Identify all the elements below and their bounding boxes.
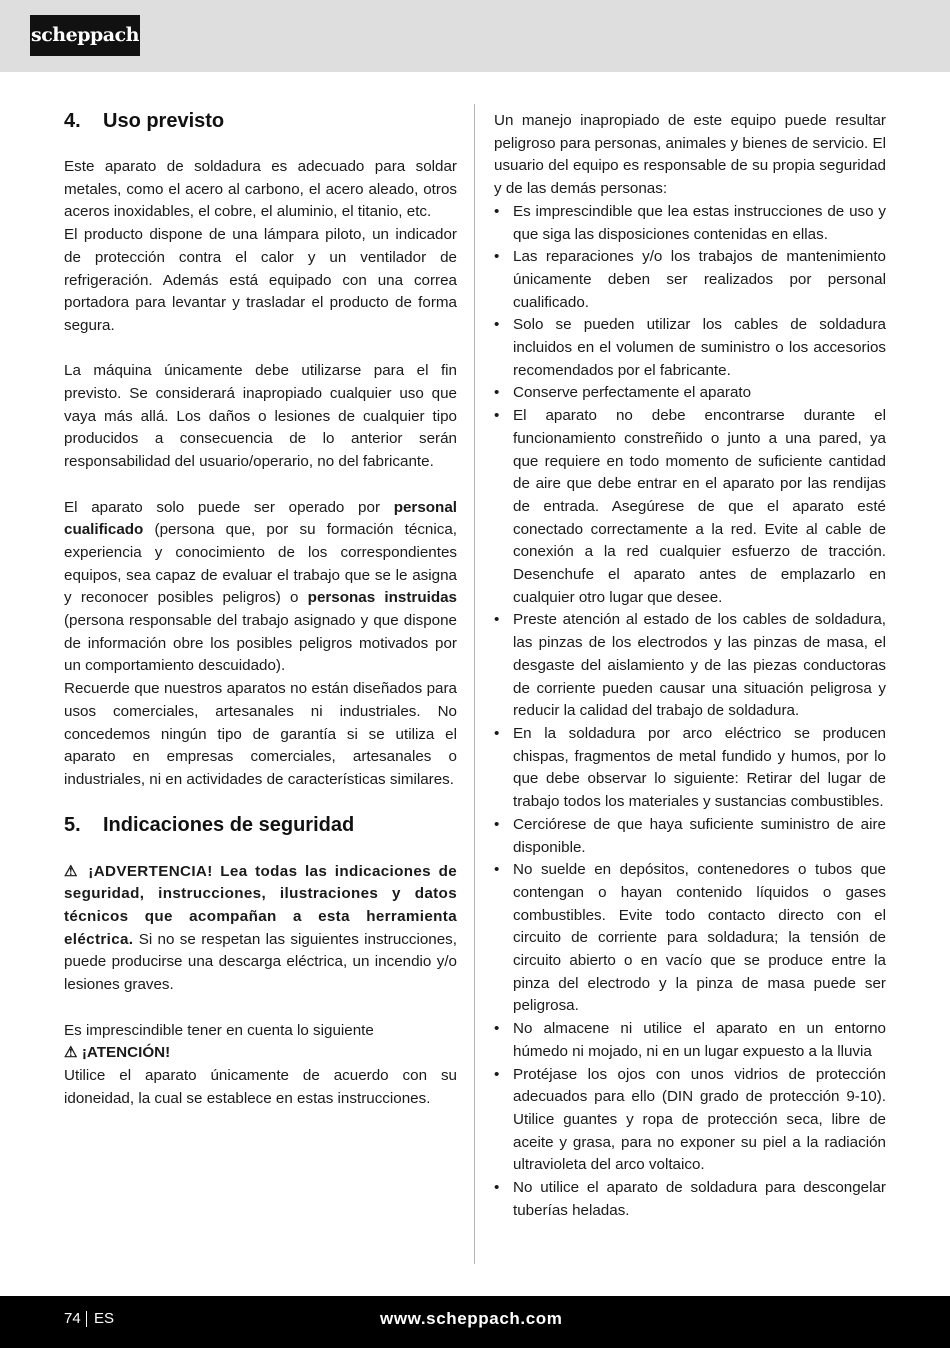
- list-item: • Preste atención al estado de los cables de soldadura, las pinzas de los electrodos y las pinzas de masa, el desgaste del aislamiento y de las piezas conductoras de corriente pueden causar una situación peligrosa y reducir la calidad del trabajo de soldadura.: [494, 609, 886, 723]
- bold-term: personal cualificado: [64, 498, 457, 539]
- warning-bold-text: ¡ADVERTENCIA! Lea todas las indicaciones de seguridad, instrucciones, ilustraciones y datos técnicos que acompañan a esta herramienta eléctrica.: [64, 862, 457, 948]
- list-item: • Solo se pueden utilizar los cables de soldadura incluidos en el volumen de suministro o los accesorios recomendados por el fabricante.: [494, 314, 886, 382]
- list-item: • Las reparaciones y/o los trabajos de mantenimiento únicamente deben ser realizados por personal cualificado.: [494, 246, 886, 314]
- paragraph: Recuerde que nuestros aparatos no están diseñados para usos comerciales, artesanales ni industriales. No concedemos ningún tipo de garantía si se utiliza el aparato en empresas comerciales, artesanales o industriales, ni en actividades de características similares.: [64, 680, 457, 788]
- list-item: • En la soldadura por arco eléctrico se producen chispas, fragmentos de metal fundido y humos, por lo que debe observar lo siguiente: Retirar del lugar de trabajo todos los materiales y sustancias combustibles.: [494, 723, 886, 814]
- attention-label: ¡ATENCIÓN!: [81, 1044, 171, 1062]
- section-heading-indicaciones-seguridad: [64, 812, 457, 838]
- footer-separator: [86, 1311, 87, 1327]
- section-heading-uso-previsto: [64, 108, 457, 134]
- section-number: 5.: [64, 813, 81, 836]
- paragraph: Este aparato de soldadura es adecuado para soldar metales, como el acero al carbono, el acero aleado, otros aceros inoxidables, el cobre, el aluminio, el titanio, etc.: [64, 158, 457, 221]
- warning-triangle-icon: ⚠: [64, 1044, 78, 1062]
- list-item: • Protéjase los ojos con unos vidrios de protección adecuados para ello (DIN grado de protección 9-10). Utilice guantes y ropa de protección seca, libre de aceite y grasa, para no exponer su piel a la radiación ultravioleta del arco voltaico.: [494, 1064, 886, 1178]
- text-run: (persona que, por su formación técnica, experiencia y conocimiento de los correspondientes equipos, sea capaz de evaluar el trabajo que se le asigna y reconocer posibles peligros) o: [64, 521, 457, 607]
- qualified-personnel-paragraph: [64, 497, 457, 679]
- list-item: • Es imprescindible que lea estas instrucciones de uso y que siga las disposiciones contenidas en ellas.: [494, 201, 886, 246]
- attention-label-line: [64, 1042, 457, 1065]
- list-item: • Conserve perfectamente el aparato: [494, 382, 886, 405]
- bold-term: personas instruidas: [307, 589, 458, 607]
- list-item: • El aparato no debe encontrarse durante el funcionamiento constreñido o junto a una pared, ya que requiere en todo momento de suficiente cantidad de aire que debe entrar en el aparato por las rendijas de entrada. Asegúrese de que el aparato esté conectado correctamente a la red. Evite al cable de conexión a la red cualquier esfuerzo de tracción. Desenchufe el aparato antes de emplazarlo en cualquier otro lugar que desee.: [494, 405, 886, 609]
- left-column: [64, 108, 457, 1110]
- warning-paragraph: [64, 861, 457, 997]
- safety-bullet-list: [494, 201, 886, 1223]
- section-title: Uso previsto: [103, 110, 225, 132]
- column-divider: [474, 104, 475, 1264]
- page-footer: [0, 1296, 950, 1348]
- warning-triangle-icon: ⚠: [64, 862, 82, 880]
- note-intro: Es imprescindible tener en cuenta lo siguiente: [64, 1021, 374, 1039]
- list-item: • Cerciórese de que haya suficiente suministro de aire disponible.: [494, 814, 886, 859]
- list-item: • No suelde en depósitos, contenedores o tubos que contengan o hayan contenido líquidos o gases combustibles. Evite todo contacto directo con el circuito de corriente para soldadura; la tensión de circuito abierto o en vacío que se produce entre la pinza del electrodo y la pinza de masa puede ser peligrosa.: [494, 859, 886, 1018]
- attention-text: Utilice el aparato únicamente de acuerdo con su idoneidad, la cual se establece en estas instrucciones.: [64, 1066, 457, 1107]
- paragraph: La máquina únicamente debe utilizarse para el fin previsto. Se considerará inapropiado cualquier uso que vaya más allá. Los daños o lesiones de cualquier tipo producidos a consecuencia de lo anterior serán responsabilidad del usuario/operario, no del fabricante.: [64, 362, 457, 471]
- page-header: [0, 0, 950, 72]
- right-column: [494, 110, 886, 1222]
- language-code: ES: [94, 1310, 115, 1327]
- scheppach-logo: scheppach: [30, 15, 140, 56]
- paragraph: El producto dispone de una lámpara piloto, un indicador de protección contra el calor y un ventilador de refrigeración. Además está equipado con una correa portadora para levantar y trasladar el producto de forma segura.: [64, 226, 457, 334]
- list-item: • No utilice el aparato de soldadura para descongelar tuberías heladas.: [494, 1177, 886, 1222]
- section-title: Indicaciones de seguridad: [103, 813, 355, 836]
- list-item: • No almacene ni utilice el aparato en un entorno húmedo ni mojado, ni en un lugar expuesto a la lluvia: [494, 1018, 886, 1063]
- text-run: (persona responsable del trabajo asignado y que dispone de información obre los posibles peligros motivados por un comportamiento descuidado).: [64, 612, 457, 675]
- safety-intro: Un manejo inapropiado de este equipo puede resultar peligroso para personas, animales y bienes de servicio. El usuario del equipo es responsable de su propia seguridad y de las demás personas:: [494, 112, 886, 198]
- page-number: 74: [64, 1310, 81, 1327]
- section-number: 4.: [64, 110, 81, 132]
- warning-text: Si no se respetan las siguientes instrucciones, puede producirse una descarga eléctrica, un incendio y/o lesiones graves.: [64, 930, 457, 994]
- text-run: El aparato solo puede ser operado por: [64, 498, 394, 516]
- website-link[interactable]: www.scheppach.com: [380, 1309, 563, 1328]
